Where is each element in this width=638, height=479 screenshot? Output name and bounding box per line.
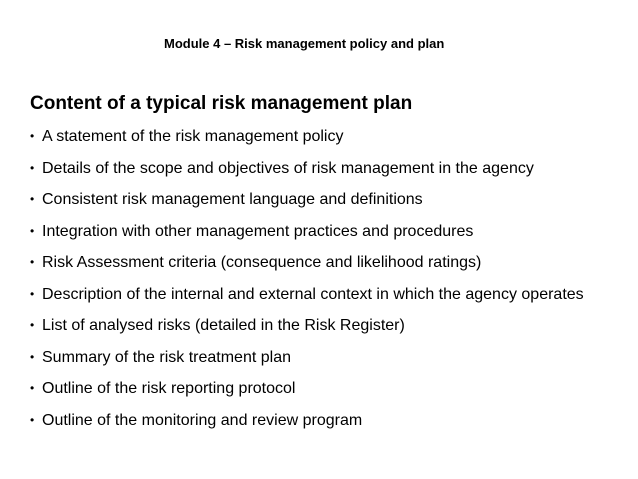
slide-title: Content of a typical risk management plan xyxy=(30,93,413,114)
bullet-icon: • xyxy=(30,223,35,238)
bullet-list xyxy=(30,127,630,442)
bullet-item xyxy=(30,316,630,335)
bullet-item xyxy=(30,127,630,146)
bullet-icon: • xyxy=(30,286,35,301)
bullet-item xyxy=(30,253,630,272)
bullet-item xyxy=(30,411,630,430)
bullet-icon: • xyxy=(30,160,35,175)
bullet-icon: • xyxy=(30,412,35,427)
bullet-text: Details of the scope and objectives of risk management in the agency xyxy=(42,159,534,177)
bullet-text: Consistent risk management language and definitions xyxy=(42,191,423,208)
module-header: Module 4 – Risk management policy and plan xyxy=(164,36,445,51)
bullet-text: Outline of the monitoring and review program xyxy=(42,411,363,429)
bullet-icon: • xyxy=(30,349,35,364)
bullet-item xyxy=(30,190,630,209)
bullet-item xyxy=(30,285,630,304)
bullet-icon: • xyxy=(30,318,35,332)
bullet-item xyxy=(30,348,630,367)
bullet-item xyxy=(30,379,630,398)
bullet-icon: • xyxy=(30,192,35,206)
bullet-text: Integration with other management practices and procedures xyxy=(42,222,474,240)
bullet-text: List of analysed risks (detailed in the Risk Register) xyxy=(42,317,405,334)
bullet-text: Risk Assessment criteria (consequence and likelihood ratings) xyxy=(42,254,482,271)
bullet-text: A statement of the risk management policy xyxy=(42,128,344,145)
bullet-item xyxy=(30,159,630,178)
bullet-icon: • xyxy=(30,129,35,143)
bullet-text: Outline of the risk reporting protocol xyxy=(42,380,296,397)
bullet-text: Description of the internal and external context in which the agency operates xyxy=(42,285,584,303)
bullet-item xyxy=(30,222,630,241)
bullet-text: Summary of the risk treatment plan xyxy=(42,348,291,366)
bullet-icon: • xyxy=(30,255,35,269)
bullet-icon: • xyxy=(30,381,35,395)
